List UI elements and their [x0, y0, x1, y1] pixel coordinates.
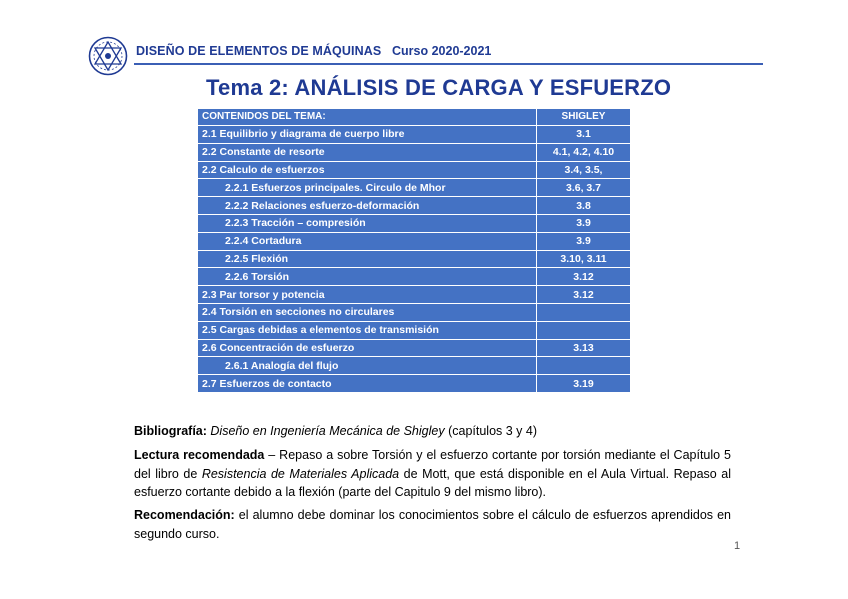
bibliography-label: Bibliografía: [134, 424, 207, 438]
reference-cell: 3.4, 3.5, [537, 161, 631, 179]
recommendation-paragraph [134, 506, 731, 543]
bibliography-paragraph [134, 422, 731, 441]
table-row [198, 179, 631, 197]
table-header-reference: SHIGLEY [537, 109, 631, 126]
table-row [198, 232, 631, 250]
reference-cell: 3.8 [537, 197, 631, 215]
table-row [198, 161, 631, 179]
header-divider [134, 63, 763, 65]
university-logo [88, 36, 128, 76]
topic-cell: 2.2.2 Relaciones esfuerzo-deformación [198, 197, 537, 215]
reference-cell [537, 321, 631, 339]
table-header-row [198, 109, 631, 126]
topic-cell: 2.6 Concentración de esfuerzo [198, 339, 537, 357]
reference-cell: 3.1 [537, 126, 631, 144]
table-header-contents: CONTENIDOS DEL TEMA: [198, 109, 537, 126]
table-row [198, 357, 631, 375]
topic-cell: 2.2.3 Tracción – compresión [198, 214, 537, 232]
reading-label: Lectura recomendada [134, 448, 265, 462]
reference-cell [537, 303, 631, 321]
table-row [198, 197, 631, 215]
topic-cell: 2.2.1 Esfuerzos principales. Circulo de Mhor [198, 179, 537, 197]
topic-cell: 2.6.1 Analogía del flujo [198, 357, 537, 375]
table-row [198, 143, 631, 161]
topic-cell: 2.1 Equilibrio y diagrama de cuerpo libre [198, 126, 537, 144]
topic-cell: 2.2 Calculo de esfuerzos [198, 161, 537, 179]
topic-cell: 2.3 Par torsor y potencia [198, 286, 537, 304]
reference-cell: 3.12 [537, 286, 631, 304]
table-row [198, 303, 631, 321]
page-title: Tema 2: ANÁLISIS DE CARGA Y ESFUERZO [206, 75, 672, 100]
reading-text-a: – Repaso a sobre Torsión y el esfuerzo cortante por torsión mediante el Capítulo 5 del libro de [134, 448, 731, 481]
topic-cell: 2.7 Esfuerzos de contacto [198, 375, 537, 393]
table-row [198, 321, 631, 339]
topic-cell: 2.2.6 Torsión [198, 268, 537, 286]
topic-cell: 2.2.5 Flexión [198, 250, 537, 268]
reading-book: Resistencia de Materiales Aplicada [201, 466, 400, 481]
contents-table [197, 108, 631, 393]
table-row [198, 339, 631, 357]
reference-cell: 3.19 [537, 375, 631, 393]
page-number: 1 [734, 540, 741, 552]
topic-cell: 2.5 Cargas debidas a elementos de transmisión [198, 321, 537, 339]
reading-paragraph [134, 446, 731, 502]
bibliography-note: (capítulos 3 y 4) [448, 424, 538, 438]
table-row [198, 250, 631, 268]
reference-cell: 3.13 [537, 339, 631, 357]
table-row [198, 268, 631, 286]
table-row [198, 126, 631, 144]
reference-cell: 3.10, 3.11 [537, 250, 631, 268]
reference-cell: 4.1, 4.2, 4.10 [537, 143, 631, 161]
reference-cell: 3.9 [537, 214, 631, 232]
table-row [198, 286, 631, 304]
recommendation-text: el alumno debe dominar los conocimientos sobre el cálculo de esfuerzos aprendidos en segundo curso. [134, 508, 731, 541]
reference-cell [537, 357, 631, 375]
table-row [198, 214, 631, 232]
topic-cell: 2.2 Constante de resorte [198, 143, 537, 161]
reference-cell: 3.9 [537, 232, 631, 250]
reference-cell: 3.6, 3.7 [537, 179, 631, 197]
table-row [198, 375, 631, 393]
header-course: Curso 2020-2021 [392, 44, 492, 58]
reference-cell: 3.12 [537, 268, 631, 286]
recommendation-label: Recomendación: [134, 508, 235, 522]
bibliography-book: Diseño en Ingeniería Mecánica de Shigley [210, 424, 445, 438]
header-subject: DISEÑO DE ELEMENTOS DE MÁQUINAS [136, 44, 382, 58]
topic-cell: 2.2.4 Cortadura [198, 232, 537, 250]
topic-cell: 2.4 Torsión en secciones no circulares [198, 303, 537, 321]
reading-text-b: de Mott, que está disponible en el Aula Virtual. Repaso al esfuerzo cortante debido a la flexión (parte del Capitulo 9 del mismo libro). [134, 466, 731, 499]
